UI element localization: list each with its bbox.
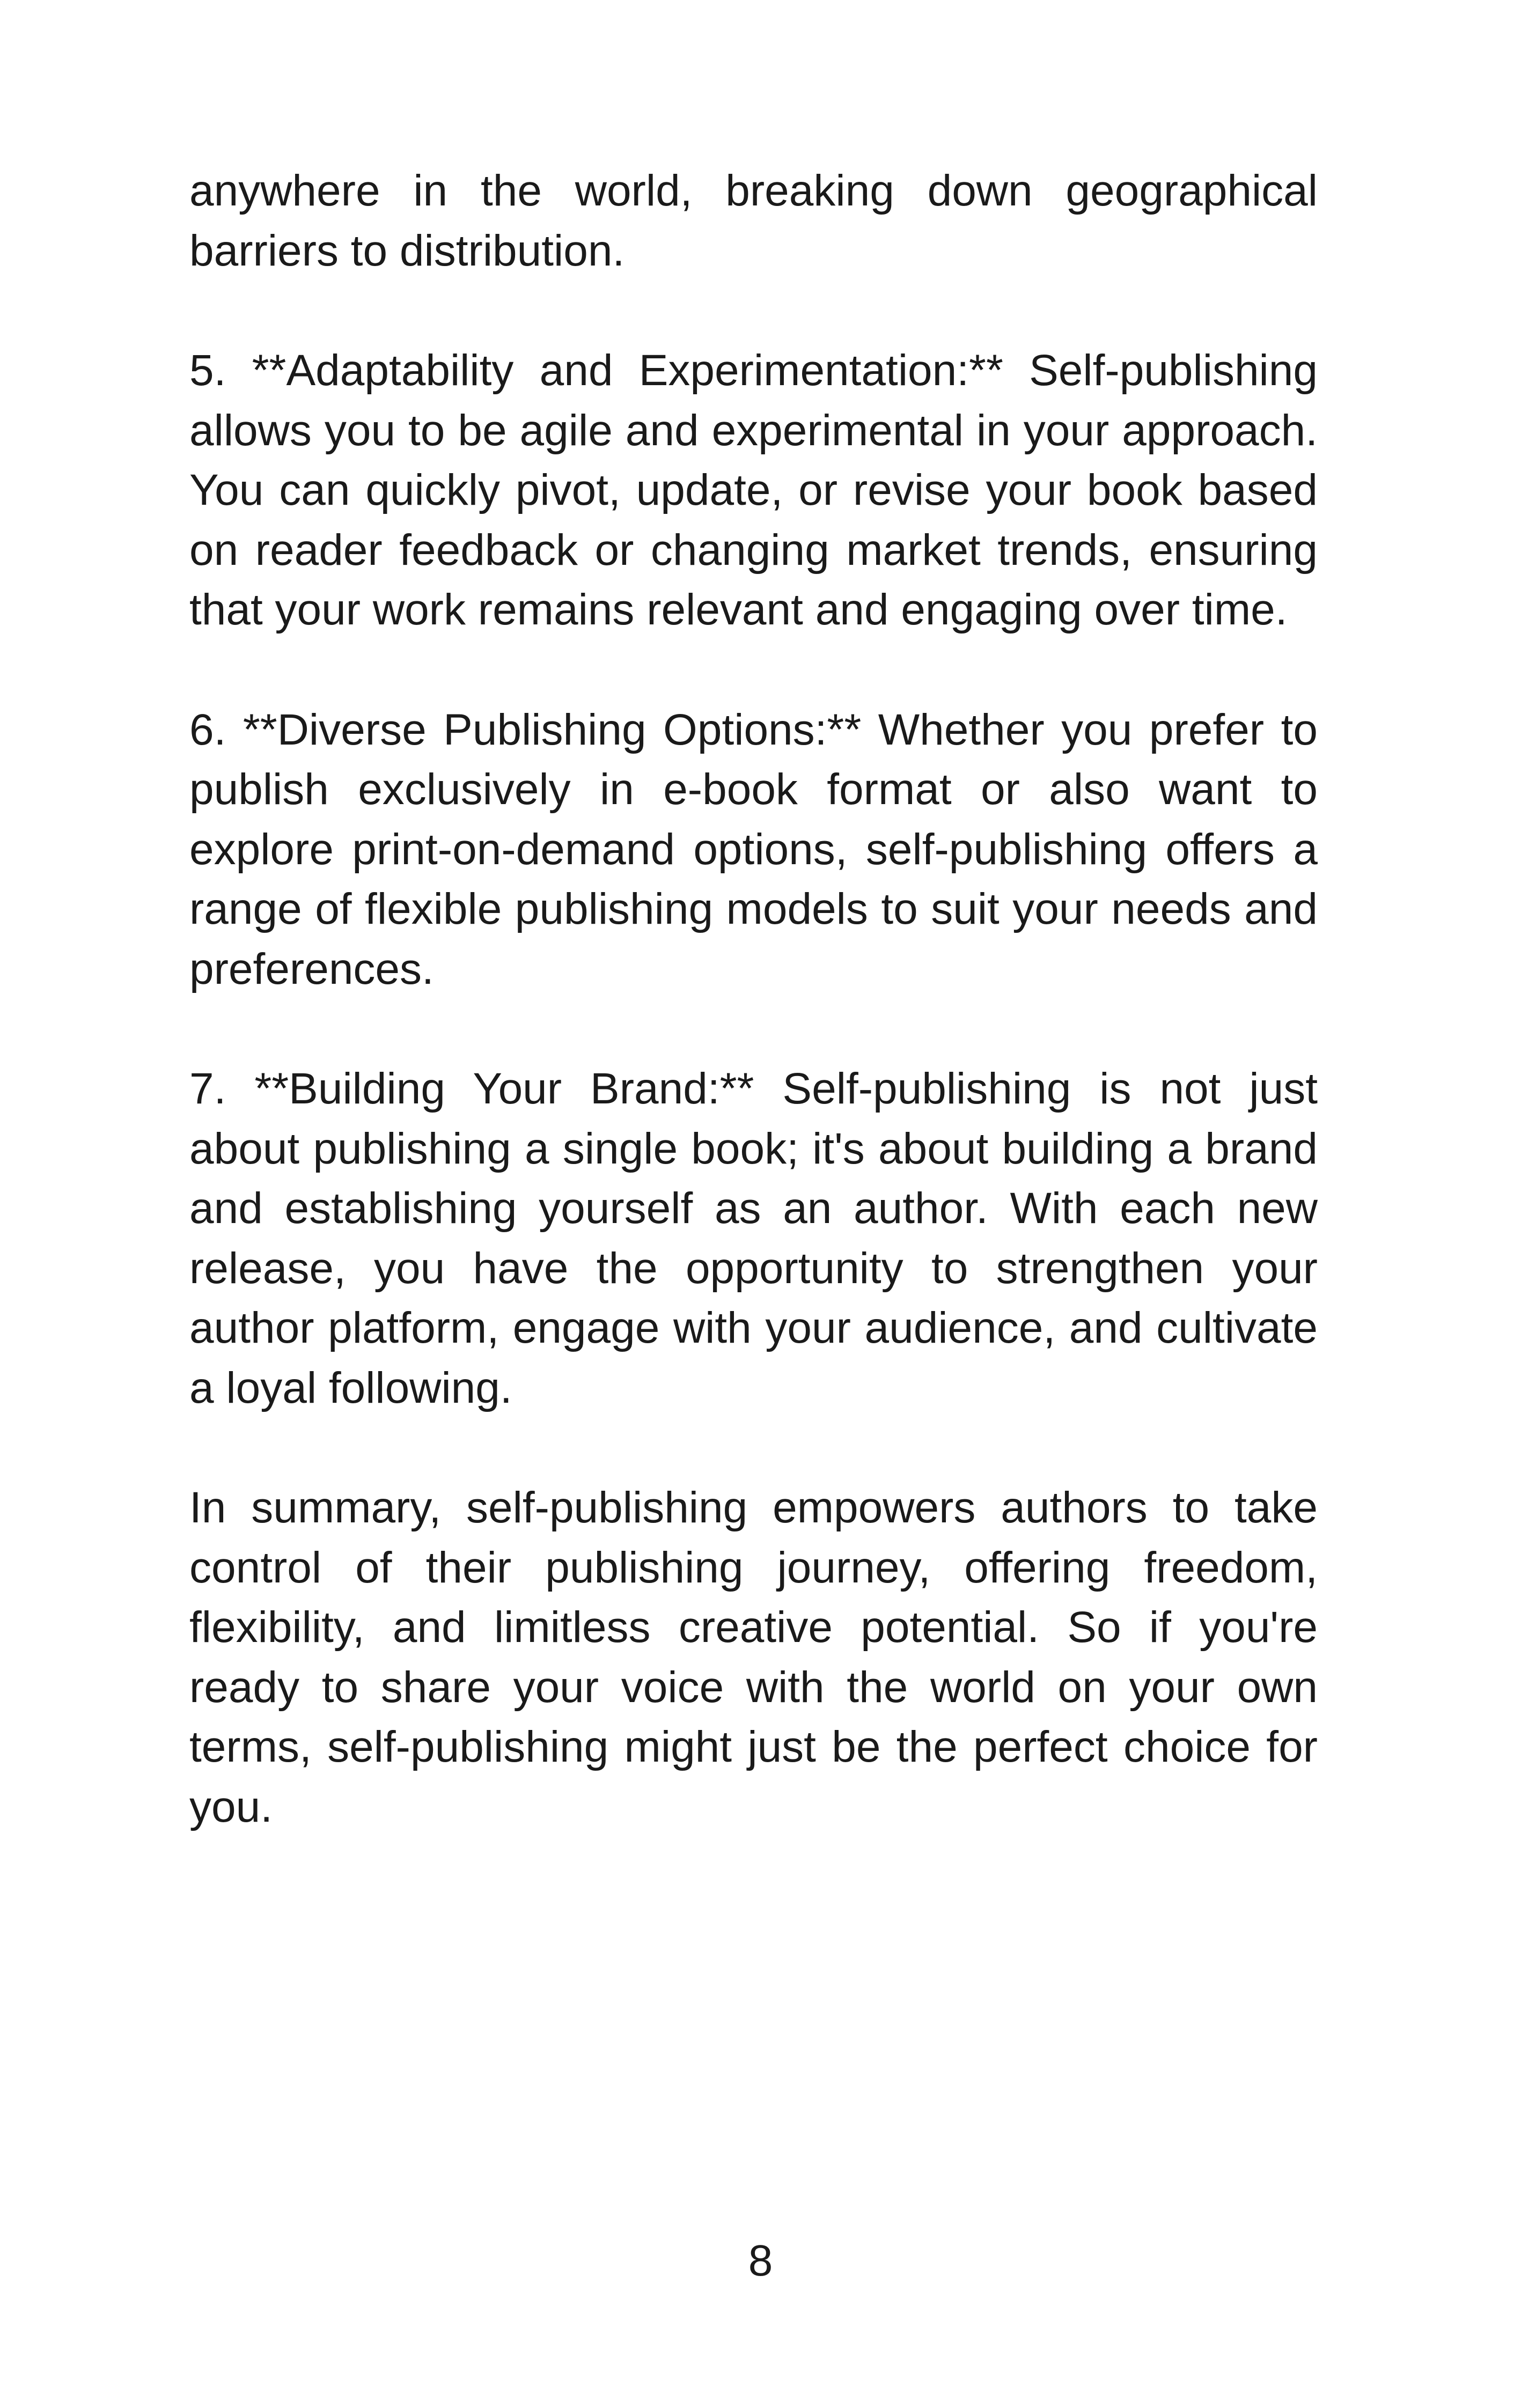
paragraph-item-5: 5. **Adaptability and Experimentation:** Self-publishing allows you to be agile and experimental in your approach. You can quickly pivot, update, or revise your book based on reader feedback or changing market trends, ensuring that your work remains relevant and engaging over time. — [189, 346, 1318, 634]
page-number: 8 — [748, 2236, 773, 2285]
paragraph-summary: In summary, self-publishing empowers authors to take control of their publishing journey, offering freedom, flexibility, and limitless creative potential. So if you're ready to share your voice with the world on your own terms, self-publishing might just be the perfect choice for you. — [189, 1483, 1318, 1831]
body-text — [189, 161, 1318, 1897]
paragraph-item-7: 7. **Building Your Brand:** Self-publishing is not just about publishing a single book; it's about building a brand and establishing yourself as an author. With each new release, you have the opportunity to strengthen your author platform, engage with your audience, and cultivate a loyal following. — [189, 1064, 1318, 1412]
paragraph-item-6: 6. **Diverse Publishing Options:** Whether you prefer to publish exclusively in e-book format or also want to explore print-on-demand options, self-publishing offers a range of flexible publishing models to suit your needs and preferences. — [189, 705, 1318, 993]
paragraph-continuation: anywhere in the world, breaking down geographical barriers to distribution. — [189, 166, 1318, 275]
